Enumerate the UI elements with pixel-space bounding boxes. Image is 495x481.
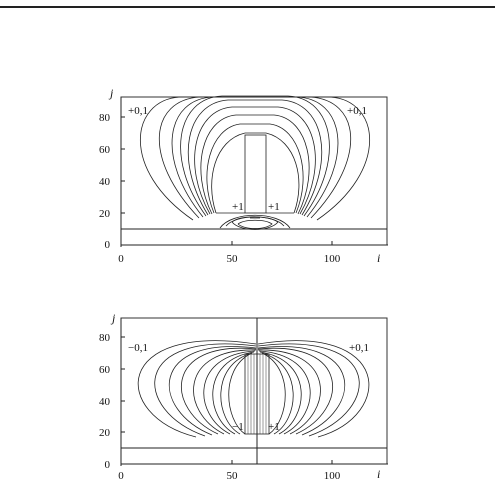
- figure-1-y-tick-label: 20: [99, 208, 110, 220]
- figure-2-y-tick-label: 0: [104, 459, 110, 471]
- figure-2-x-axis-label: i: [377, 467, 381, 481]
- figure-1-electrode: [245, 135, 266, 213]
- figure-1-contours: [140, 96, 369, 230]
- figure-2-annotation-top-right: +0,1: [349, 342, 369, 354]
- figure-1-y-tick-label: 40: [99, 176, 110, 188]
- figure-1-x-tick-label: 0: [118, 253, 124, 265]
- figure-1-x-axis-label: i: [377, 251, 381, 265]
- figure-1-annotation-strip-right: +1: [268, 201, 280, 213]
- figure-2-annotation-top-left: −0,1: [128, 342, 148, 354]
- figure-2-y-tick-label: 20: [99, 427, 110, 439]
- figure-1-annotation-top-right: +0,1: [347, 105, 367, 117]
- figure-2-annotation-strip-right: +1: [268, 421, 280, 433]
- figure-2-y-tick-label: 40: [99, 396, 110, 408]
- figure-2: [99, 311, 388, 481]
- figure-1: [99, 86, 388, 265]
- figure-2-y-tick-label: 80: [99, 332, 110, 344]
- figure-1-y-axis-label: j: [110, 86, 114, 100]
- figure-2-y-axis-label: j: [112, 311, 116, 325]
- figure-2-x-tick-label: 100: [323, 470, 341, 481]
- figure-1-y-tick-label: 60: [99, 144, 110, 156]
- figure-1-x-tick-label: 100: [323, 253, 341, 265]
- figure-2-x-tick-label: 50: [226, 470, 238, 481]
- figure-2-annotation-strip-left: −1: [232, 421, 244, 433]
- figure-1-annotation-strip-left: +1: [232, 201, 244, 213]
- figure-1-annotation-top-left: +0,1: [128, 105, 148, 117]
- figure-1-y-tick-label: 80: [99, 112, 110, 124]
- figure-1-y-tick-label: 0: [104, 239, 110, 251]
- figure-2-contours: [138, 341, 369, 437]
- figure-1-x-tick-label: 50: [226, 253, 238, 265]
- figure-2-x-tick-label: 0: [118, 470, 124, 481]
- figure-2-y-tick-label: 60: [99, 364, 110, 376]
